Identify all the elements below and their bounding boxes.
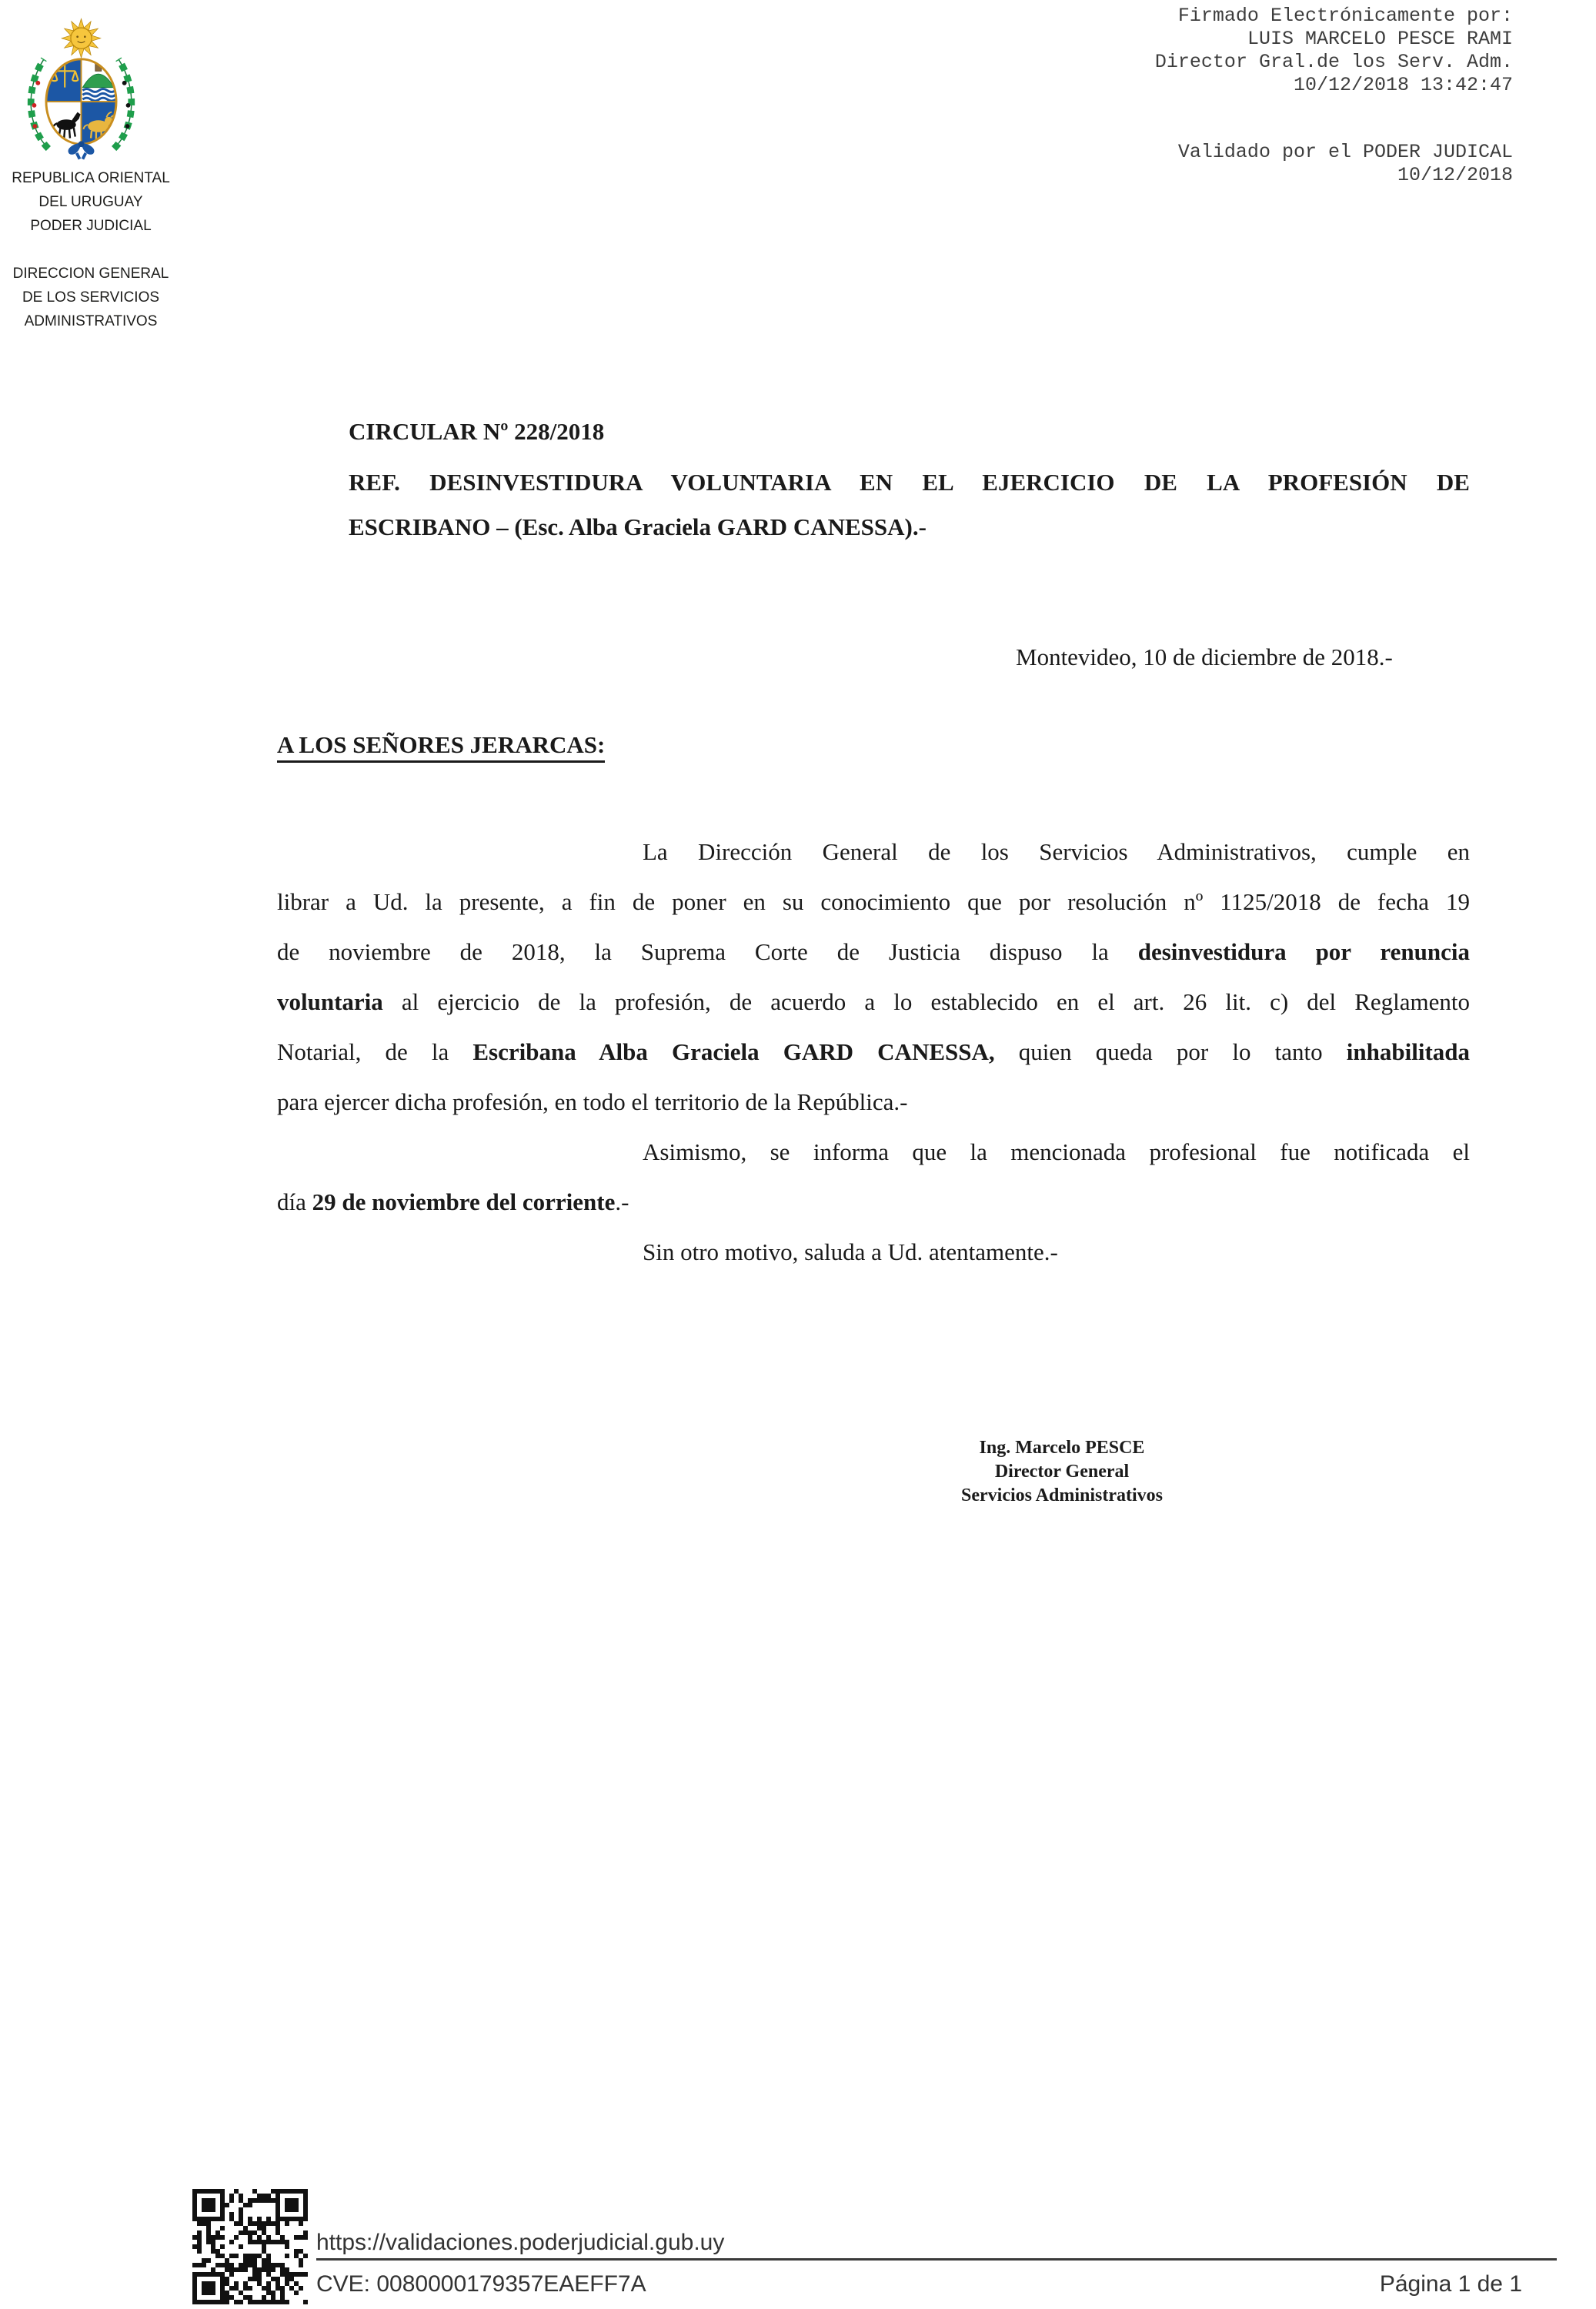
dept-line: ADMINISTRATIVOS [24, 313, 158, 329]
validation-stamp [846, 141, 1513, 187]
circular-number: CIRCULAR Nº 228/2018 [349, 418, 605, 445]
body-text-bold: inhabilitada [1346, 1038, 1470, 1065]
body-text: librar a Ud. la presente, a fin de poner en su conocimiento que por resolución nº 1125/2018 de fecha 19 [277, 888, 1470, 915]
page-number: Página 1 de 1 [1379, 2271, 1522, 2297]
body-line [277, 1135, 1470, 1185]
body-text-bold: 29 de noviembre del corriente [312, 1188, 616, 1215]
dept-line: DIRECCION GENERAL [12, 266, 169, 282]
body-text-bold: desinvestidura por renuncia [1137, 938, 1470, 965]
validation-line: Validado por el PODER JUDICAL [1177, 141, 1513, 163]
body-text: para ejercer dicha profesión, en todo el territorio de la República.- [277, 1088, 908, 1115]
esignature-stamp [846, 5, 1513, 97]
esign-line: 10/12/2018 13:42:47 [1293, 74, 1513, 96]
body-text: Notarial, de la [277, 1038, 473, 1065]
body-text: Sin otro motivo, saluda a Ud. atentamente.- [643, 1238, 1058, 1265]
salutation: A LOS SEÑORES JERARCAS: [277, 731, 605, 759]
body-text-bold: Escribana Alba Graciela GARD CANESSA, [472, 1038, 995, 1065]
dept-line: DE LOS SERVICIOS [22, 289, 160, 306]
org-name [0, 166, 182, 238]
body-line [277, 835, 1470, 885]
esign-line: Firmado Electrónicamente por: [1177, 5, 1513, 27]
sun-icon [71, 28, 92, 48]
org-line: REPUBLICA ORIENTAL [12, 170, 170, 186]
subject-line: ESCRIBANO – (Esc. Alba Graciela GARD CANESSA).- [349, 513, 927, 540]
body-text: de noviembre de 2018, la Suprema Corte de Justicia dispuso la [277, 938, 1138, 965]
body-text: al ejercicio de la profesión, de acuerdo a lo establecido en el art. 26 lit. c) del Reglamento [382, 988, 1470, 1015]
signature-name: Ing. Marcelo PESCE [979, 1438, 1145, 1458]
dateline: Montevideo, 10 de diciembre de 2018.- [1016, 643, 1393, 670]
esign-line: LUIS MARCELO PESCE RAMI [1247, 28, 1513, 50]
department-name [0, 262, 182, 333]
body-text: .- [615, 1188, 629, 1215]
validation-url: https://validaciones.poderjudicial.gub.uy [316, 2230, 725, 2255]
body-text: día [277, 1188, 312, 1215]
cve-code: CVE: 0080000179357EAEFF7A [316, 2271, 646, 2297]
signature-dept: Servicios Administrativos [961, 1485, 1163, 1505]
body-line [277, 935, 1470, 985]
body-line [277, 985, 1470, 1035]
footer-divider [316, 2258, 1557, 2261]
body-line [277, 1235, 1470, 1285]
body-text-bold: voluntaria [277, 988, 383, 1015]
validation-line: 10/12/2018 [1397, 164, 1513, 186]
signature-title: Director General [994, 1462, 1130, 1482]
body-text: quien queda por lo tanto [994, 1038, 1347, 1065]
org-line: PODER JUDICIAL [30, 218, 152, 234]
signature-block [877, 1436, 1247, 1508]
coat-of-arms-uruguay-icon [22, 15, 141, 165]
body-text: Asimismo, se informa que la mencionada profesional fue notificada el [643, 1138, 1470, 1165]
org-line: DEL URUGUAY [38, 194, 143, 210]
ref-line: REF. DESINVESTIDURA VOLUNTARIA EN EL EJERCICIO DE LA PROFESIÓN DE [349, 469, 1470, 496]
esign-line: Director Gral.de los Serv. Adm. [1154, 51, 1513, 73]
body-line [277, 1185, 1470, 1235]
body-line [277, 1085, 1470, 1135]
body-line [277, 1035, 1470, 1085]
body-text: La Dirección General de los Servicios Administrativos, cumple en [643, 838, 1470, 865]
body-line [277, 885, 1470, 935]
qr-code [192, 2189, 308, 2309]
